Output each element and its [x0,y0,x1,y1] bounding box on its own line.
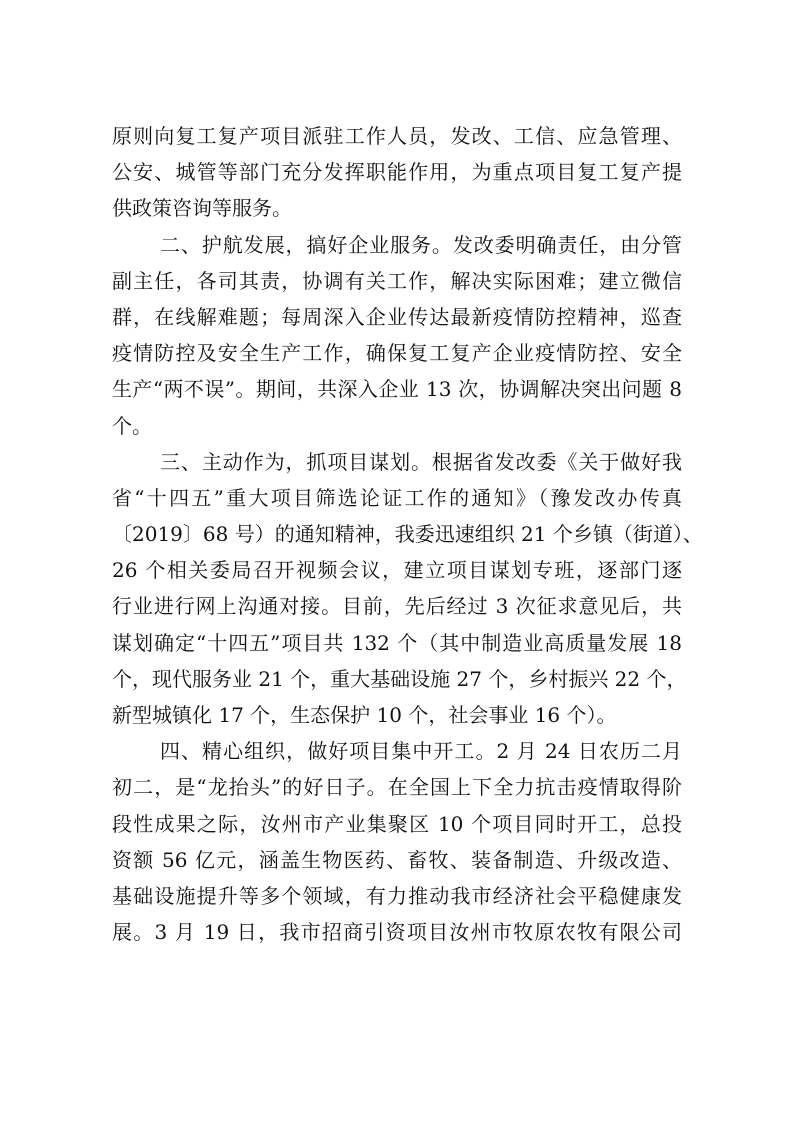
text-line: 初二，是“龙抬头”的好日子。在全国上下全力抗击疫情取得阶 [112,775,682,800]
text-line: 个。 [112,413,152,438]
document-body [112,118,703,950]
text-line: 省“十四五”重大项目筛选论证工作的通知》（豫发改办传真 [112,485,682,510]
text-line: 个，现代服务业 21 个，重大基础设施 27 个，乡村振兴 22 个， [112,666,687,691]
paragraph-heading-line: 二、护航发展，搞好企业服务。发改委明确责任，由分管 [160,232,682,257]
text-line: 群，在线解难题；每周深入企业传达最新疫情防控精神，巡查 [112,304,682,329]
paragraph-heading-line: 四、精心组织，做好项目集中开工。2 月 24 日农历二月 [160,739,682,764]
text-line: 疫情防控及安全生产工作，确保复工复产企业疫情防控、安全 [112,341,682,366]
text-line: 段性成果之际，汝州市产业集聚区 10 个项目同时开工，总投 [112,811,682,836]
text-line: 26 个相关委局召开视频会议，建立项目谋划专班，逐部门逐 [112,558,682,583]
text-line: 公安、城管等部门充分发挥职能作用，为重点项目复工复产提 [112,160,682,185]
text-line: 〔2019〕68 号）的通知精神，我委迅速组织 21 个乡镇（街道）、 [112,522,703,547]
text-line: 供政策咨询等服务。 [112,196,292,221]
text-line: 副主任，各司其责，协调有关工作，解决实际困难；建立微信 [112,268,682,293]
text-line: 生产“两不误”。期间，共深入企业 13 次，协调解决突出问题 8 [112,377,682,402]
text-line: 基础设施提升等多个领域，有力推动我市经济社会平稳健康发 [112,883,682,908]
paragraph-heading-line: 三、主动作为，抓项目谋划。根据省发改委《关于做好我 [160,449,682,474]
text-line: 原则向复工复产项目派驻工作人员，发改、工信、应急管理、 [112,124,682,148]
text-line: 展。3 月 19 日，我市招商引资项目汝州市牧原农牧有限公司 [112,920,682,945]
text-line: 谋划确定“十四五”项目共 132 个（其中制造业高质量发展 18 [112,630,682,655]
text-line: 资额 56 亿元，涵盖生物医药、畜牧、装备制造、升级改造、 [112,847,682,872]
text-line: 行业进行网上沟通对接。目前，先后经过 3 次征求意见后，共 [112,594,682,619]
text-line: 新型城镇化 17 个，生态保护 10 个，社会事业 16 个）。 [112,703,617,727]
